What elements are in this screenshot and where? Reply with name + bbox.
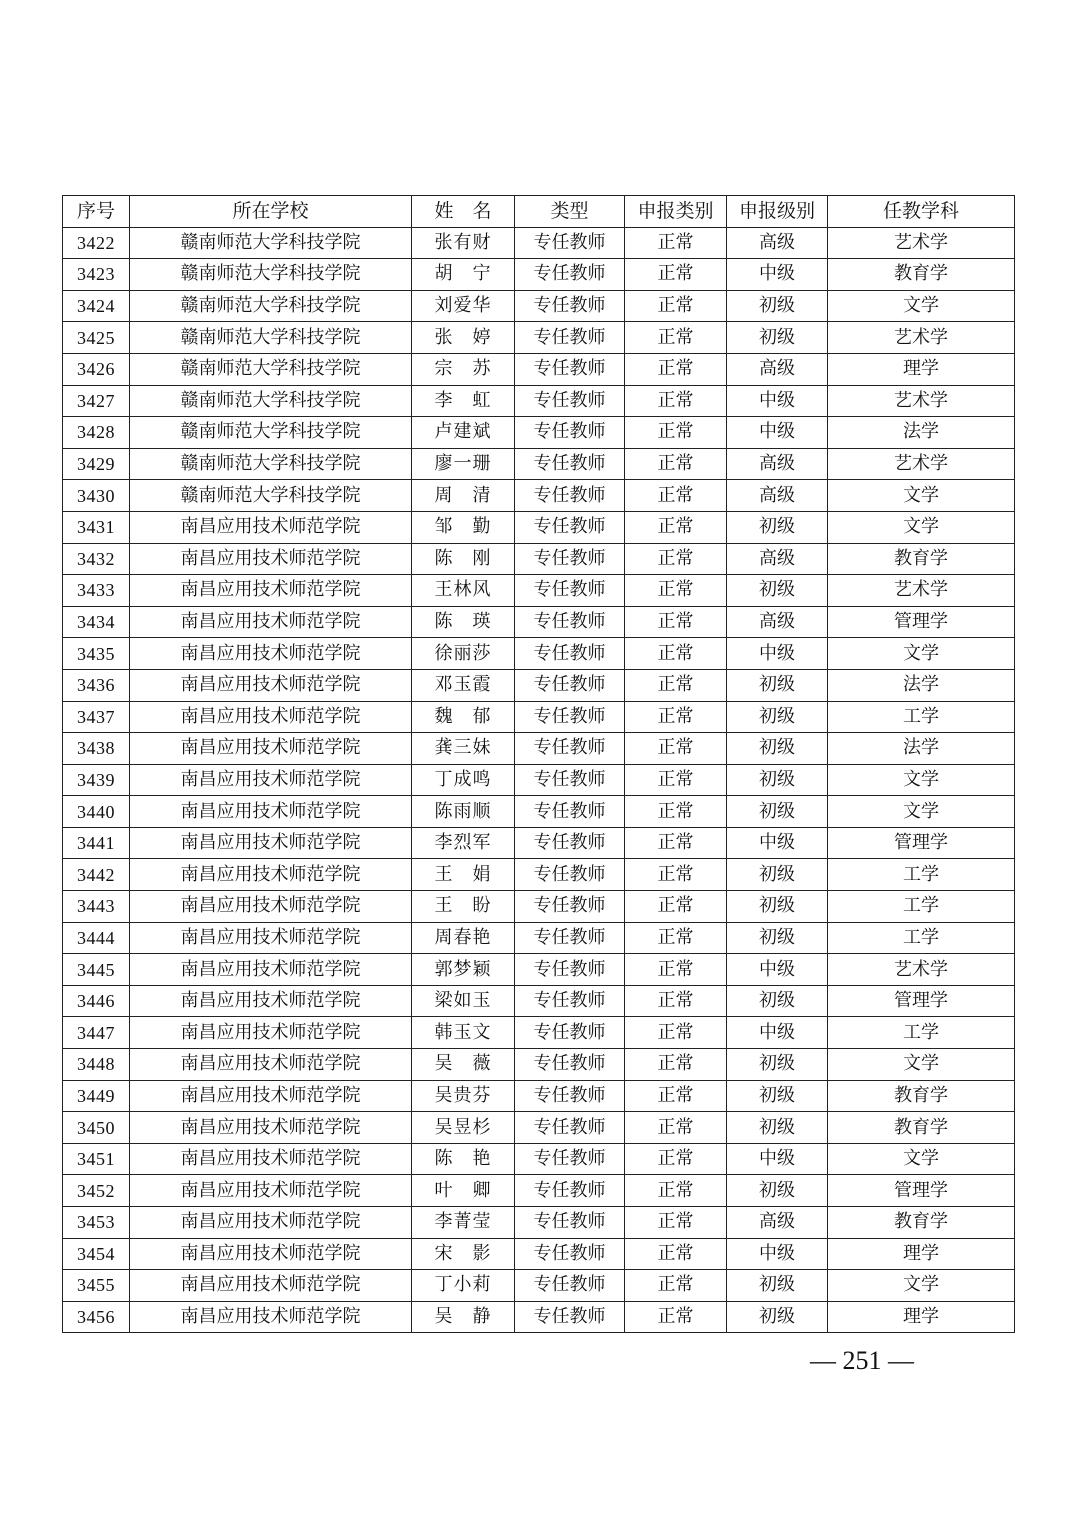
table-row bbox=[63, 638, 1015, 670]
cell-application-category: 正常 bbox=[625, 827, 727, 859]
cell-serial-no: 3428 bbox=[63, 417, 130, 449]
cell-subject: 工学 bbox=[828, 1017, 1015, 1049]
cell-name: 李烈军 bbox=[412, 827, 515, 859]
table-row bbox=[63, 575, 1015, 607]
cell-serial-no: 3442 bbox=[63, 859, 130, 891]
cell-school: 南昌应用技术师范学院 bbox=[130, 1270, 412, 1302]
cell-serial-no: 3434 bbox=[63, 606, 130, 638]
cell-application-level: 高级 bbox=[727, 1207, 828, 1239]
cell-serial-no: 3446 bbox=[63, 985, 130, 1017]
cell-type: 专任教师 bbox=[515, 1238, 625, 1270]
table-row bbox=[63, 891, 1015, 923]
cell-type: 专任教师 bbox=[515, 606, 625, 638]
header-type: 类型 bbox=[515, 196, 625, 228]
cell-subject: 文学 bbox=[828, 480, 1015, 512]
cell-name: 刘爱华 bbox=[412, 290, 515, 322]
cell-name: 魏 郁 bbox=[412, 701, 515, 733]
cell-serial-no: 3443 bbox=[63, 891, 130, 923]
cell-type: 专任教师 bbox=[515, 227, 625, 259]
cell-application-category: 正常 bbox=[625, 259, 727, 291]
cell-school: 赣南师范大学科技学院 bbox=[130, 353, 412, 385]
table-row bbox=[63, 1143, 1015, 1175]
cell-application-level: 初级 bbox=[727, 891, 828, 923]
cell-school: 南昌应用技术师范学院 bbox=[130, 1049, 412, 1081]
cell-application-level: 高级 bbox=[727, 543, 828, 575]
table-row bbox=[63, 448, 1015, 480]
cell-application-category: 正常 bbox=[625, 733, 727, 765]
cell-application-level: 高级 bbox=[727, 448, 828, 480]
cell-type: 专任教师 bbox=[515, 543, 625, 575]
cell-application-level: 中级 bbox=[727, 827, 828, 859]
cell-type: 专任教师 bbox=[515, 480, 625, 512]
cell-type: 专任教师 bbox=[515, 417, 625, 449]
cell-school: 南昌应用技术师范学院 bbox=[130, 859, 412, 891]
cell-type: 专任教师 bbox=[515, 985, 625, 1017]
cell-application-level: 中级 bbox=[727, 259, 828, 291]
cell-application-category: 正常 bbox=[625, 1270, 727, 1302]
cell-subject: 工学 bbox=[828, 891, 1015, 923]
cell-name: 徐丽莎 bbox=[412, 638, 515, 670]
cell-type: 专任教师 bbox=[515, 322, 625, 354]
cell-school: 南昌应用技术师范学院 bbox=[130, 1238, 412, 1270]
cell-name: 龚三妹 bbox=[412, 733, 515, 765]
table-row bbox=[63, 1207, 1015, 1239]
cell-type: 专任教师 bbox=[515, 575, 625, 607]
cell-school: 南昌应用技术师范学院 bbox=[130, 954, 412, 986]
cell-serial-no: 3453 bbox=[63, 1207, 130, 1239]
cell-name: 陈 瑛 bbox=[412, 606, 515, 638]
cell-type: 专任教师 bbox=[515, 259, 625, 291]
table-body bbox=[63, 227, 1015, 1333]
cell-application-level: 初级 bbox=[727, 764, 828, 796]
cell-application-level: 初级 bbox=[727, 1175, 828, 1207]
cell-school: 南昌应用技术师范学院 bbox=[130, 575, 412, 607]
cell-subject: 理学 bbox=[828, 353, 1015, 385]
cell-name: 陈雨顺 bbox=[412, 796, 515, 828]
cell-school: 南昌应用技术师范学院 bbox=[130, 1017, 412, 1049]
cell-application-category: 正常 bbox=[625, 954, 727, 986]
cell-application-level: 初级 bbox=[727, 733, 828, 765]
cell-subject: 文学 bbox=[828, 290, 1015, 322]
cell-type: 专任教师 bbox=[515, 701, 625, 733]
cell-name: 宋 影 bbox=[412, 1238, 515, 1270]
cell-application-level: 中级 bbox=[727, 954, 828, 986]
cell-subject: 教育学 bbox=[828, 259, 1015, 291]
cell-serial-no: 3423 bbox=[63, 259, 130, 291]
cell-school: 赣南师范大学科技学院 bbox=[130, 480, 412, 512]
cell-subject: 教育学 bbox=[828, 1080, 1015, 1112]
cell-serial-no: 3445 bbox=[63, 954, 130, 986]
cell-application-level: 高级 bbox=[727, 227, 828, 259]
cell-subject: 文学 bbox=[828, 638, 1015, 670]
cell-application-level: 初级 bbox=[727, 1112, 828, 1144]
cell-name: 丁小莉 bbox=[412, 1270, 515, 1302]
table-row bbox=[63, 322, 1015, 354]
cell-school: 南昌应用技术师范学院 bbox=[130, 1112, 412, 1144]
cell-application-category: 正常 bbox=[625, 1080, 727, 1112]
cell-school: 赣南师范大学科技学院 bbox=[130, 227, 412, 259]
cell-application-category: 正常 bbox=[625, 417, 727, 449]
cell-subject: 管理学 bbox=[828, 827, 1015, 859]
cell-name: 周 清 bbox=[412, 480, 515, 512]
cell-application-level: 初级 bbox=[727, 796, 828, 828]
cell-name: 张有财 bbox=[412, 227, 515, 259]
cell-application-category: 正常 bbox=[625, 1017, 727, 1049]
table-row bbox=[63, 701, 1015, 733]
cell-school: 南昌应用技术师范学院 bbox=[130, 1301, 412, 1333]
cell-name: 卢建斌 bbox=[412, 417, 515, 449]
cell-type: 专任教师 bbox=[515, 669, 625, 701]
cell-application-level: 初级 bbox=[727, 985, 828, 1017]
cell-application-level: 初级 bbox=[727, 511, 828, 543]
cell-application-level: 中级 bbox=[727, 385, 828, 417]
cell-type: 专任教师 bbox=[515, 448, 625, 480]
cell-subject: 文学 bbox=[828, 1143, 1015, 1175]
cell-subject: 工学 bbox=[828, 922, 1015, 954]
cell-type: 专任教师 bbox=[515, 385, 625, 417]
cell-application-level: 中级 bbox=[727, 638, 828, 670]
cell-application-category: 正常 bbox=[625, 796, 727, 828]
cell-serial-no: 3424 bbox=[63, 290, 130, 322]
cell-application-category: 正常 bbox=[625, 543, 727, 575]
cell-type: 专任教师 bbox=[515, 796, 625, 828]
page-number: — 251 — bbox=[810, 1346, 914, 1375]
cell-school: 南昌应用技术师范学院 bbox=[130, 891, 412, 923]
cell-subject: 艺术学 bbox=[828, 575, 1015, 607]
cell-name: 吴 静 bbox=[412, 1301, 515, 1333]
cell-application-level: 中级 bbox=[727, 1143, 828, 1175]
cell-school: 南昌应用技术师范学院 bbox=[130, 733, 412, 765]
cell-school: 南昌应用技术师范学院 bbox=[130, 796, 412, 828]
cell-type: 专任教师 bbox=[515, 1112, 625, 1144]
cell-serial-no: 3451 bbox=[63, 1143, 130, 1175]
cell-school: 南昌应用技术师范学院 bbox=[130, 543, 412, 575]
cell-school: 赣南师范大学科技学院 bbox=[130, 259, 412, 291]
table-header-row bbox=[63, 196, 1015, 228]
cell-subject: 管理学 bbox=[828, 985, 1015, 1017]
cell-application-level: 初级 bbox=[727, 1080, 828, 1112]
table-row bbox=[63, 227, 1015, 259]
cell-type: 专任教师 bbox=[515, 827, 625, 859]
cell-serial-no: 3452 bbox=[63, 1175, 130, 1207]
cell-type: 专任教师 bbox=[515, 764, 625, 796]
cell-type: 专任教师 bbox=[515, 1049, 625, 1081]
table-row bbox=[63, 764, 1015, 796]
cell-subject: 理学 bbox=[828, 1238, 1015, 1270]
cell-application-category: 正常 bbox=[625, 701, 727, 733]
cell-application-category: 正常 bbox=[625, 638, 727, 670]
table-row bbox=[63, 922, 1015, 954]
cell-school: 赣南师范大学科技学院 bbox=[130, 385, 412, 417]
cell-application-level: 初级 bbox=[727, 859, 828, 891]
cell-name: 李 虹 bbox=[412, 385, 515, 417]
cell-subject: 工学 bbox=[828, 859, 1015, 891]
header-serial-no: 序号 bbox=[63, 196, 130, 228]
cell-serial-no: 3429 bbox=[63, 448, 130, 480]
cell-application-level: 中级 bbox=[727, 1017, 828, 1049]
cell-school: 南昌应用技术师范学院 bbox=[130, 1143, 412, 1175]
table-row bbox=[63, 1112, 1015, 1144]
cell-name: 韩玉文 bbox=[412, 1017, 515, 1049]
cell-subject: 文学 bbox=[828, 511, 1015, 543]
cell-type: 专任教师 bbox=[515, 1080, 625, 1112]
cell-serial-no: 3425 bbox=[63, 322, 130, 354]
cell-type: 专任教师 bbox=[515, 1207, 625, 1239]
cell-subject: 文学 bbox=[828, 764, 1015, 796]
table-row bbox=[63, 859, 1015, 891]
cell-application-category: 正常 bbox=[625, 669, 727, 701]
cell-school: 南昌应用技术师范学院 bbox=[130, 638, 412, 670]
cell-application-category: 正常 bbox=[625, 1143, 727, 1175]
cell-school: 赣南师范大学科技学院 bbox=[130, 448, 412, 480]
cell-application-category: 正常 bbox=[625, 891, 727, 923]
cell-application-category: 正常 bbox=[625, 606, 727, 638]
cell-application-level: 初级 bbox=[727, 290, 828, 322]
cell-school: 南昌应用技术师范学院 bbox=[130, 606, 412, 638]
cell-serial-no: 3449 bbox=[63, 1080, 130, 1112]
table-row bbox=[63, 290, 1015, 322]
cell-application-category: 正常 bbox=[625, 1301, 727, 1333]
cell-application-category: 正常 bbox=[625, 1112, 727, 1144]
cell-subject: 艺术学 bbox=[828, 448, 1015, 480]
cell-subject: 艺术学 bbox=[828, 322, 1015, 354]
cell-application-level: 初级 bbox=[727, 322, 828, 354]
cell-name: 吴 薇 bbox=[412, 1049, 515, 1081]
cell-school: 南昌应用技术师范学院 bbox=[130, 827, 412, 859]
cell-type: 专任教师 bbox=[515, 733, 625, 765]
table-row bbox=[63, 796, 1015, 828]
cell-application-level: 初级 bbox=[727, 575, 828, 607]
cell-name: 王林风 bbox=[412, 575, 515, 607]
cell-type: 专任教师 bbox=[515, 1270, 625, 1302]
cell-school: 南昌应用技术师范学院 bbox=[130, 1175, 412, 1207]
cell-type: 专任教师 bbox=[515, 290, 625, 322]
table-row bbox=[63, 480, 1015, 512]
header-school: 所在学校 bbox=[130, 196, 412, 228]
cell-school: 南昌应用技术师范学院 bbox=[130, 764, 412, 796]
cell-application-level: 初级 bbox=[727, 1270, 828, 1302]
cell-subject: 艺术学 bbox=[828, 954, 1015, 986]
cell-serial-no: 3439 bbox=[63, 764, 130, 796]
cell-name: 吴昱杉 bbox=[412, 1112, 515, 1144]
cell-school: 赣南师范大学科技学院 bbox=[130, 417, 412, 449]
cell-subject: 法学 bbox=[828, 669, 1015, 701]
cell-serial-no: 3427 bbox=[63, 385, 130, 417]
table-row bbox=[63, 1238, 1015, 1270]
cell-application-level: 中级 bbox=[727, 417, 828, 449]
cell-application-category: 正常 bbox=[625, 448, 727, 480]
cell-serial-no: 3448 bbox=[63, 1049, 130, 1081]
cell-application-level: 高级 bbox=[727, 480, 828, 512]
cell-name: 叶 卿 bbox=[412, 1175, 515, 1207]
cell-serial-no: 3436 bbox=[63, 669, 130, 701]
header-application-level: 申报级别 bbox=[727, 196, 828, 228]
cell-application-category: 正常 bbox=[625, 575, 727, 607]
cell-application-level: 初级 bbox=[727, 1049, 828, 1081]
cell-type: 专任教师 bbox=[515, 1301, 625, 1333]
cell-application-level: 高级 bbox=[727, 353, 828, 385]
table-row bbox=[63, 353, 1015, 385]
cell-serial-no: 3430 bbox=[63, 480, 130, 512]
table-row bbox=[63, 543, 1015, 575]
table-row bbox=[63, 1049, 1015, 1081]
cell-type: 专任教师 bbox=[515, 1017, 625, 1049]
cell-name: 胡 宁 bbox=[412, 259, 515, 291]
cell-application-category: 正常 bbox=[625, 385, 727, 417]
cell-serial-no: 3456 bbox=[63, 1301, 130, 1333]
cell-subject: 艺术学 bbox=[828, 227, 1015, 259]
cell-school: 南昌应用技术师范学院 bbox=[130, 1207, 412, 1239]
cell-serial-no: 3440 bbox=[63, 796, 130, 828]
cell-name: 周春艳 bbox=[412, 922, 515, 954]
header-subject: 任教学科 bbox=[828, 196, 1015, 228]
cell-name: 吴贵芬 bbox=[412, 1080, 515, 1112]
cell-school: 南昌应用技术师范学院 bbox=[130, 1080, 412, 1112]
cell-application-category: 正常 bbox=[625, 290, 727, 322]
cell-application-category: 正常 bbox=[625, 1175, 727, 1207]
cell-application-level: 初级 bbox=[727, 922, 828, 954]
cell-name: 张 婷 bbox=[412, 322, 515, 354]
cell-type: 专任教师 bbox=[515, 954, 625, 986]
cell-subject: 理学 bbox=[828, 1301, 1015, 1333]
cell-application-category: 正常 bbox=[625, 1049, 727, 1081]
cell-serial-no: 3432 bbox=[63, 543, 130, 575]
cell-type: 专任教师 bbox=[515, 922, 625, 954]
cell-application-category: 正常 bbox=[625, 227, 727, 259]
cell-name: 邓玉霞 bbox=[412, 669, 515, 701]
cell-application-category: 正常 bbox=[625, 480, 727, 512]
cell-subject: 文学 bbox=[828, 1049, 1015, 1081]
cell-serial-no: 3441 bbox=[63, 827, 130, 859]
cell-application-level: 初级 bbox=[727, 1301, 828, 1333]
cell-name: 宗 苏 bbox=[412, 353, 515, 385]
table-row bbox=[63, 733, 1015, 765]
cell-type: 专任教师 bbox=[515, 638, 625, 670]
cell-name: 梁如玉 bbox=[412, 985, 515, 1017]
cell-serial-no: 3433 bbox=[63, 575, 130, 607]
table-row bbox=[63, 827, 1015, 859]
cell-serial-no: 3450 bbox=[63, 1112, 130, 1144]
table-row bbox=[63, 1270, 1015, 1302]
table-row bbox=[63, 1301, 1015, 1333]
teacher-list-table bbox=[62, 195, 1015, 1333]
cell-application-level: 初级 bbox=[727, 669, 828, 701]
cell-serial-no: 3454 bbox=[63, 1238, 130, 1270]
table-row bbox=[63, 417, 1015, 449]
cell-name: 王 盼 bbox=[412, 891, 515, 923]
cell-school: 南昌应用技术师范学院 bbox=[130, 701, 412, 733]
header-name: 姓 名 bbox=[412, 196, 515, 228]
cell-subject: 管理学 bbox=[828, 606, 1015, 638]
cell-application-category: 正常 bbox=[625, 922, 727, 954]
cell-school: 南昌应用技术师范学院 bbox=[130, 985, 412, 1017]
cell-serial-no: 3437 bbox=[63, 701, 130, 733]
table-row bbox=[63, 511, 1015, 543]
cell-school: 南昌应用技术师范学院 bbox=[130, 511, 412, 543]
cell-name: 陈 艳 bbox=[412, 1143, 515, 1175]
cell-name: 郭梦颖 bbox=[412, 954, 515, 986]
cell-application-level: 初级 bbox=[727, 701, 828, 733]
cell-serial-no: 3426 bbox=[63, 353, 130, 385]
cell-name: 廖一珊 bbox=[412, 448, 515, 480]
cell-subject: 工学 bbox=[828, 701, 1015, 733]
cell-type: 专任教师 bbox=[515, 1175, 625, 1207]
cell-subject: 教育学 bbox=[828, 1112, 1015, 1144]
cell-type: 专任教师 bbox=[515, 891, 625, 923]
cell-subject: 管理学 bbox=[828, 1175, 1015, 1207]
cell-application-level: 高级 bbox=[727, 606, 828, 638]
table-row bbox=[63, 385, 1015, 417]
cell-subject: 文学 bbox=[828, 1270, 1015, 1302]
cell-application-category: 正常 bbox=[625, 511, 727, 543]
cell-subject: 法学 bbox=[828, 417, 1015, 449]
table-row bbox=[63, 1175, 1015, 1207]
cell-subject: 教育学 bbox=[828, 1207, 1015, 1239]
cell-type: 专任教师 bbox=[515, 511, 625, 543]
cell-name: 邹 勤 bbox=[412, 511, 515, 543]
cell-application-category: 正常 bbox=[625, 859, 727, 891]
cell-serial-no: 3438 bbox=[63, 733, 130, 765]
cell-serial-no: 3455 bbox=[63, 1270, 130, 1302]
cell-serial-no: 3447 bbox=[63, 1017, 130, 1049]
table-row bbox=[63, 669, 1015, 701]
cell-school: 赣南师范大学科技学院 bbox=[130, 290, 412, 322]
cell-serial-no: 3422 bbox=[63, 227, 130, 259]
cell-application-category: 正常 bbox=[625, 1238, 727, 1270]
cell-subject: 法学 bbox=[828, 733, 1015, 765]
table-row bbox=[63, 606, 1015, 638]
cell-school: 南昌应用技术师范学院 bbox=[130, 669, 412, 701]
cell-application-category: 正常 bbox=[625, 1207, 727, 1239]
cell-name: 丁成鸣 bbox=[412, 764, 515, 796]
cell-application-category: 正常 bbox=[625, 322, 727, 354]
cell-serial-no: 3431 bbox=[63, 511, 130, 543]
cell-name: 王 娟 bbox=[412, 859, 515, 891]
cell-school: 南昌应用技术师范学院 bbox=[130, 922, 412, 954]
cell-application-category: 正常 bbox=[625, 985, 727, 1017]
table-row bbox=[63, 259, 1015, 291]
cell-type: 专任教师 bbox=[515, 1143, 625, 1175]
cell-subject: 文学 bbox=[828, 796, 1015, 828]
cell-subject: 艺术学 bbox=[828, 385, 1015, 417]
cell-application-level: 中级 bbox=[727, 1238, 828, 1270]
cell-type: 专任教师 bbox=[515, 859, 625, 891]
cell-application-category: 正常 bbox=[625, 764, 727, 796]
header-application-category: 申报类别 bbox=[625, 196, 727, 228]
table-row bbox=[63, 1017, 1015, 1049]
cell-school: 赣南师范大学科技学院 bbox=[130, 322, 412, 354]
cell-serial-no: 3435 bbox=[63, 638, 130, 670]
table-row bbox=[63, 985, 1015, 1017]
table-row bbox=[63, 954, 1015, 986]
cell-application-category: 正常 bbox=[625, 353, 727, 385]
cell-subject: 教育学 bbox=[828, 543, 1015, 575]
cell-serial-no: 3444 bbox=[63, 922, 130, 954]
cell-name: 陈 刚 bbox=[412, 543, 515, 575]
cell-type: 专任教师 bbox=[515, 353, 625, 385]
cell-name: 李菁莹 bbox=[412, 1207, 515, 1239]
table-row bbox=[63, 1080, 1015, 1112]
